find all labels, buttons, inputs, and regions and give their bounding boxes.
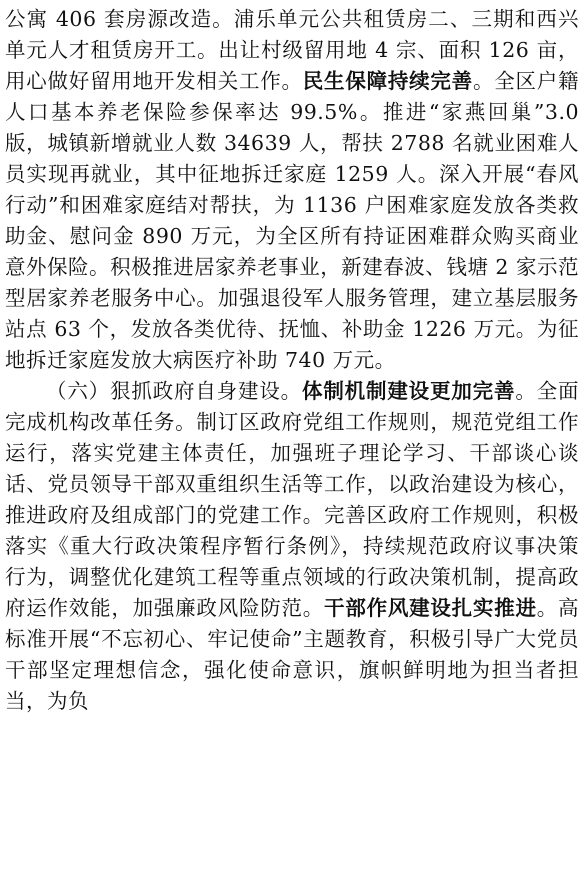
paragraph-government-building [5,376,579,717]
text-segment: 。全区户籍人口基本养老保险参保率达 99.5%。推进“家燕回巢”3.0 版，城镇新增就业人数 34639 人，帮扶 2788 名就业困难人员实现再就业，其中征地拆迁家庭 1259 人。深入开展“春风行动”和困难家庭结对帮扶，为 1136 户困难家庭发放各类救助金、慰问金 890 万元，为全区所有持证困难群众购买商业意外保险。积极推进居家养老事业，新建春波、钱塘 2 家示范型居家养老服务中心。加强退役军人服务管理，建立基层服务站点 63 个，发放各类优待、抚恤、补助金 1226 万元。为征地拆迁家庭发放大病医疗补助 740 万元。 [5,69,580,372]
bold-heading-institutions: 体制机制建设更加完善 [302,379,516,403]
text-segment: 。高标准开展“不忘初心、牢记使命”主题教育，积极引导广大党员干部坚定理想信念，强化使命意识，旗帜鲜明地为担当者担当，为负 [5,596,580,713]
paragraph-livelihood-security [5,0,579,376]
bold-heading-cadre-style: 干部作风建设扎实推进 [324,596,537,620]
section-heading-six: （六）狠抓政府自身建设。 [46,379,302,403]
text-segment: 。全面完成机构改革任务。制订区政府党组工作规则，规范党组工作运行，落实党建主体责任，加强班子理论学习、干部谈心谈话、党员领导干部双重组织生活等工作，以政治建设为核心，推进政府及组成部门的党建工作。完善区政府工作规则，积极落实《重大行政决策程序暂行条例》，持续规范政府议事决策行为，调整优化建筑工程等重点领域的行政决策机制，提高政府运作效能，加强廉政风险防范。 [5,379,580,620]
text-segment: 公寓 406 套房源改造。浦乐单元公共租赁房二、三期和西兴单元人才租赁房开工。出让村级留用地 4 宗、面积 126 亩，用心做好留用地开发相关工作。 [5,7,579,93]
bold-heading-livelihood: 民生保障持续完善 [302,69,473,93]
